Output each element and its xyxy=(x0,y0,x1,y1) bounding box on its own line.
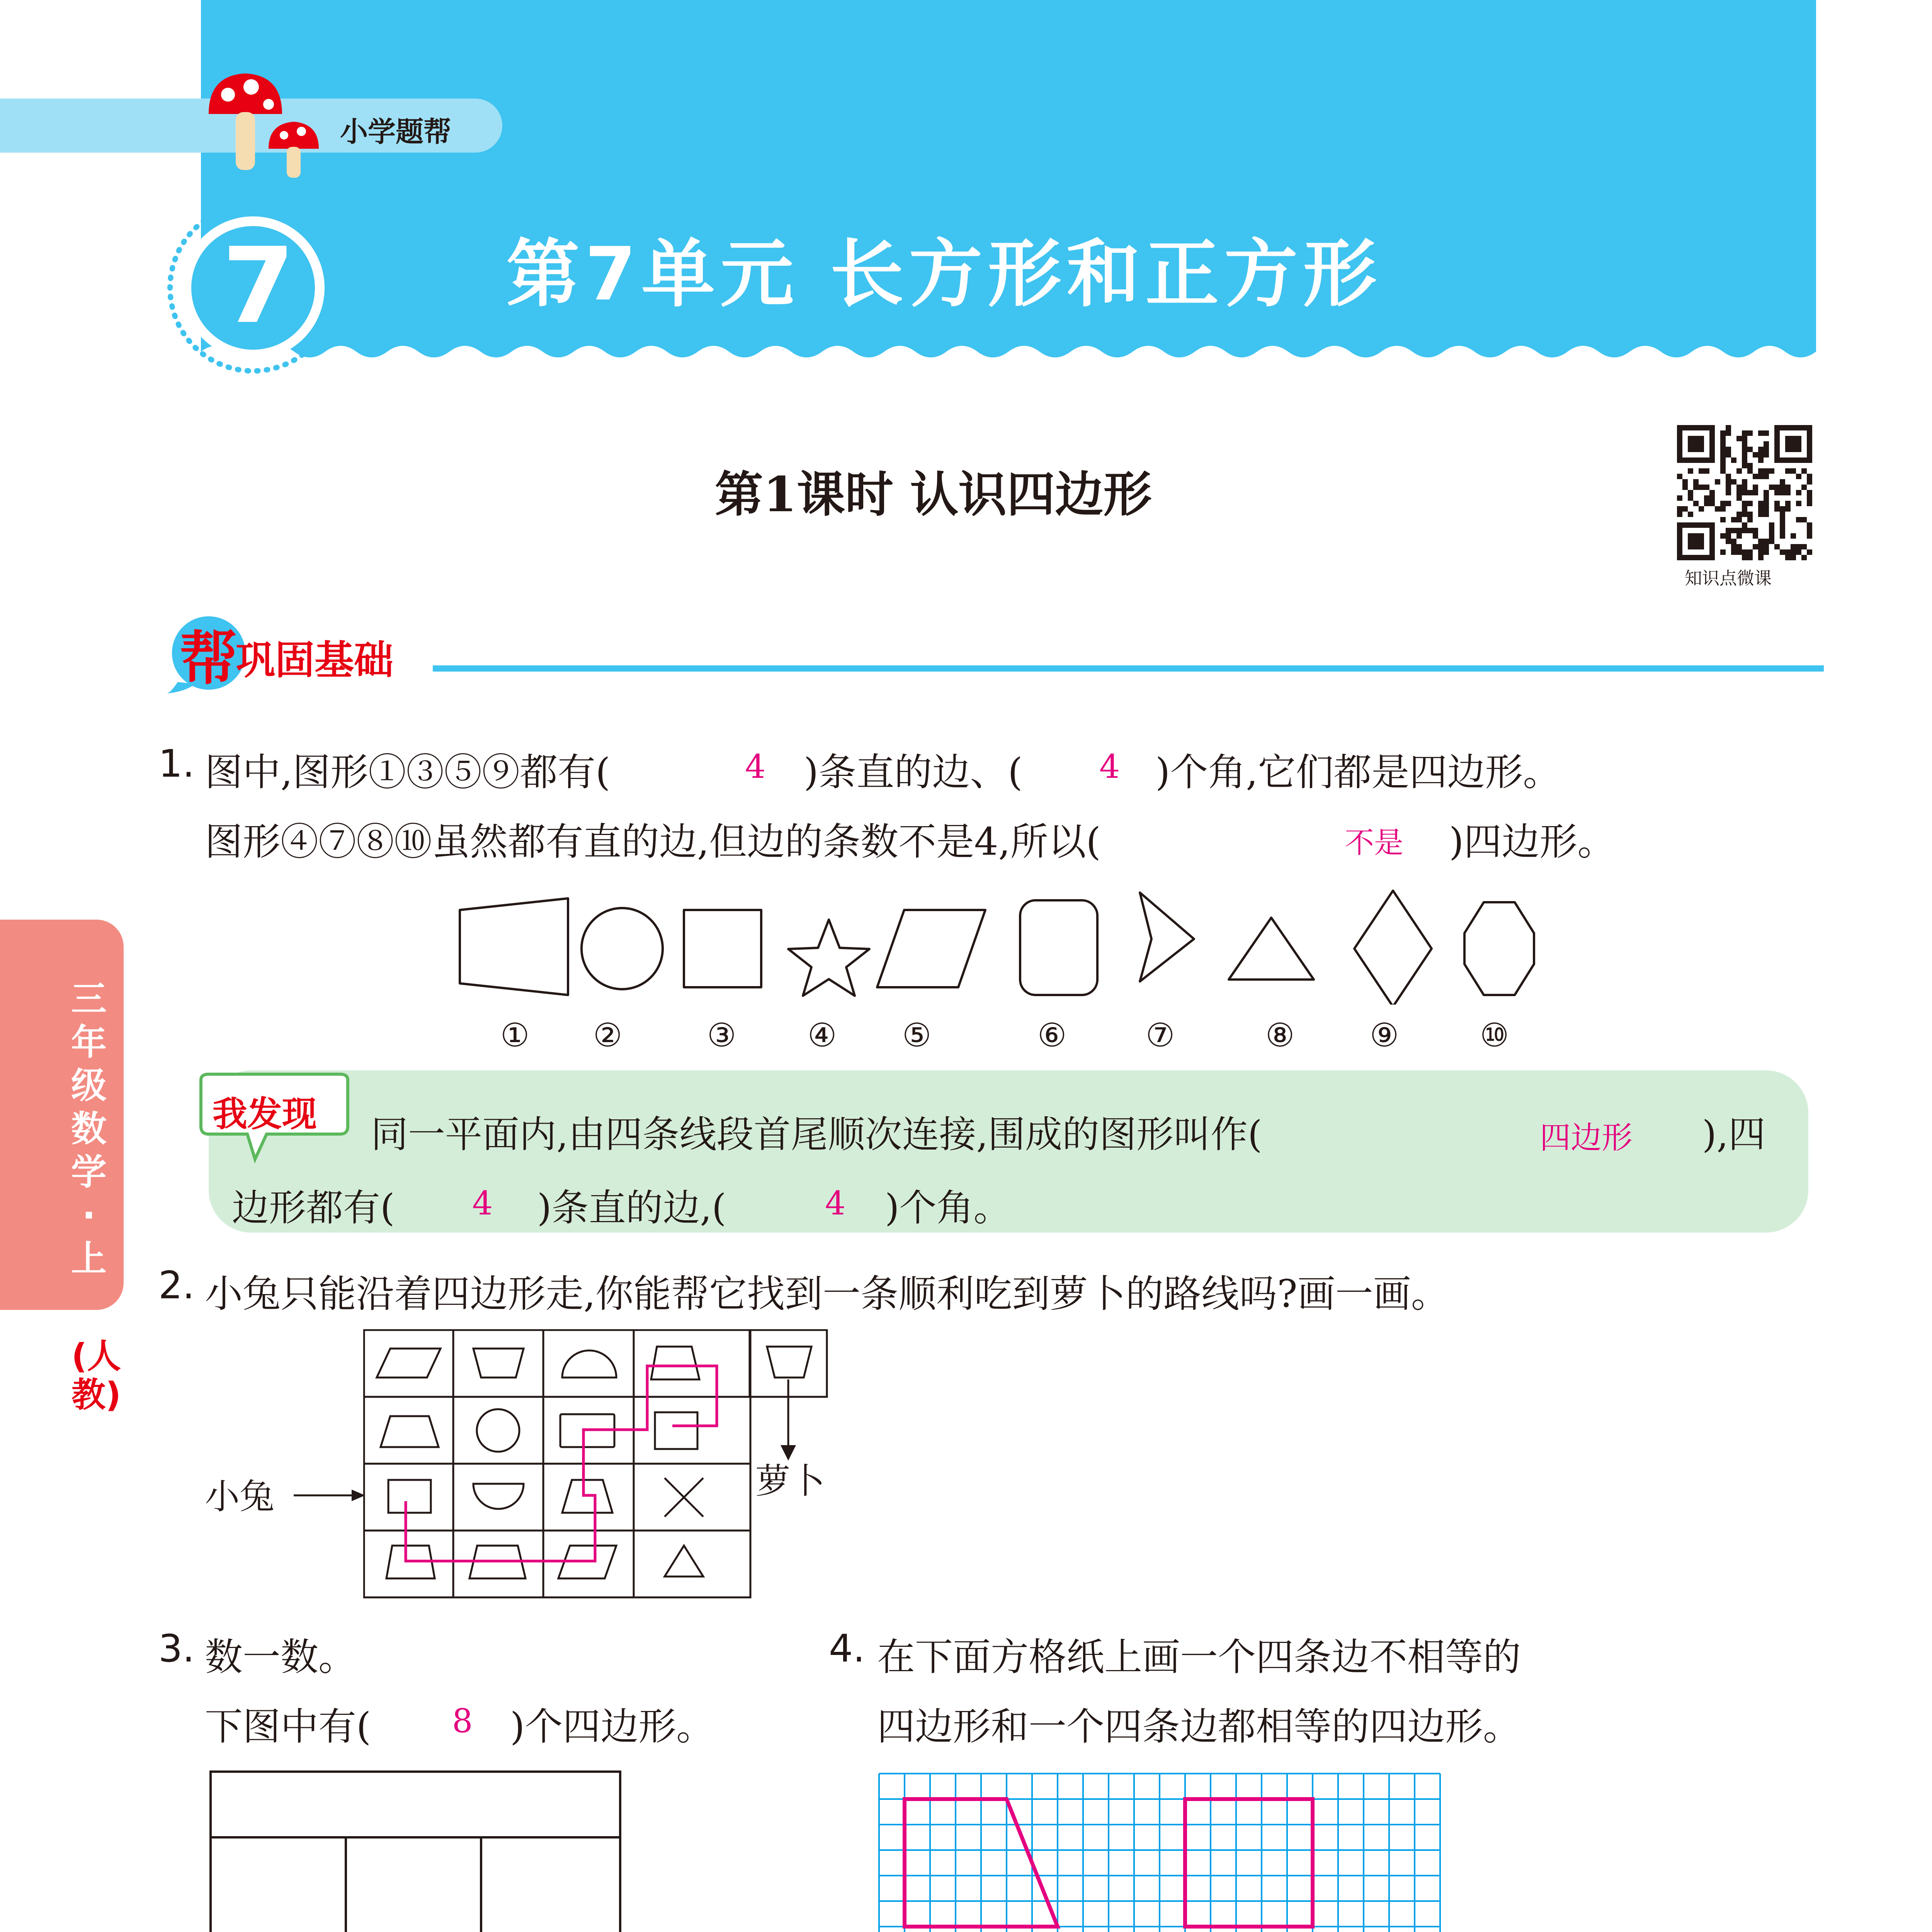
q1-line2-b: )四边形。 xyxy=(1449,820,1616,864)
discover-line2-b: )条直的边,( xyxy=(537,1186,726,1230)
discover-tag: 我发现 xyxy=(213,1094,317,1134)
q4-line2: 四边形和一个四条边都相等的四边形。 xyxy=(877,1705,1521,1749)
lesson-title: 第1课时 认识四边形 xyxy=(715,466,1152,523)
q2-text: 小兔只能沿着四边形走,你能帮它找到一条顺利吃到萝卜的路线吗?画一画。 xyxy=(205,1272,1449,1316)
rabbit-arrow-icon xyxy=(294,1488,371,1503)
section-title-basic: 巩固基础 xyxy=(236,638,393,684)
discover-answer-angles: 4 xyxy=(825,1184,846,1222)
shape-label-9: ⑨ xyxy=(1370,1016,1399,1054)
shape-label-5: ⑤ xyxy=(902,1016,932,1054)
q2-carrot-label: 萝卜 xyxy=(755,1461,825,1502)
q4-square xyxy=(1185,1799,1313,1927)
q3-number: 3. xyxy=(158,1627,195,1671)
shape-7-arrowhead xyxy=(1140,893,1194,981)
shape-6-rounded-rect xyxy=(1020,900,1097,995)
side-tab-grade: 三年级数学·上 xyxy=(71,978,107,1279)
discover-line2-a: 边形都有( xyxy=(232,1186,395,1230)
discover-line2-c: )个角。 xyxy=(885,1186,1011,1230)
q4-grid-paper xyxy=(875,1770,1466,1932)
q3-line-b: )个四边形。 xyxy=(510,1705,714,1749)
q1-answer-angles: 4 xyxy=(1099,748,1120,786)
q1-line1-c: )个角,它们都是四边形。 xyxy=(1155,750,1561,794)
q3-count-figure xyxy=(201,1762,626,1932)
q1-line2-a: 图形④⑦⑧⑩虽然都有直的边,但边的条数不是4,所以( xyxy=(205,820,1101,864)
shape-8-triangle xyxy=(1229,918,1314,980)
q4-line1: 在下面方格纸上画一个四条边不相等的 xyxy=(877,1635,1521,1679)
q1-answer-not: 不是 xyxy=(1345,825,1403,860)
discover-line1-b: ),四 xyxy=(1702,1113,1765,1156)
q3-title: 数一数。 xyxy=(205,1635,357,1679)
q1-number: 1. xyxy=(158,742,195,786)
q1-answer-sides: 4 xyxy=(745,748,766,786)
discover-answer-sides: 4 xyxy=(472,1184,493,1222)
q2-rabbit-label: 小兔 xyxy=(205,1476,274,1517)
discover-answer-quadrilateral: 四边形 xyxy=(1540,1120,1633,1156)
q1-line1-b: )条直的边、( xyxy=(804,750,1023,794)
unit-number: 7 xyxy=(222,225,295,347)
q1-line1-a: 图中,图形①③⑤⑨都有( xyxy=(205,750,611,794)
brand-label: 小学题帮 xyxy=(340,116,452,148)
shape-label-1: ① xyxy=(500,1016,530,1054)
shape-10-octagon xyxy=(1464,902,1534,995)
shape-2-circle xyxy=(582,908,663,989)
shape-3-square xyxy=(684,910,761,987)
qr-caption: 知识点微课 xyxy=(1685,568,1772,588)
discover-line1-a: 同一平面内,由四条线段首尾顺次连接,围成的图形叫作( xyxy=(371,1113,1262,1156)
shape-label-6: ⑥ xyxy=(1037,1016,1067,1054)
mushroom-icon xyxy=(193,68,348,180)
shape-9-rhombus xyxy=(1354,891,1432,1005)
shape-1-trapezoid xyxy=(460,898,568,995)
shape-label-7: ⑦ xyxy=(1146,1016,1175,1054)
q3-answer: 8 xyxy=(452,1702,473,1740)
q1-shapes xyxy=(444,889,1565,1005)
shape-4-star xyxy=(788,920,869,996)
unit-title: 第7单元 长方形和正方形 xyxy=(506,231,1382,317)
shape-label-10: ⑩ xyxy=(1480,1016,1509,1054)
shape-label-3: ③ xyxy=(707,1016,736,1054)
shape-label-2: ② xyxy=(593,1016,622,1054)
section-heading-basic xyxy=(162,611,1832,696)
q3-line-a: 下图中有( xyxy=(205,1705,371,1749)
shape-label-4: ④ xyxy=(808,1016,837,1054)
q2-number: 2. xyxy=(158,1264,195,1308)
shape-5-parallelogram xyxy=(877,910,985,987)
shape-label-8: ⑧ xyxy=(1265,1016,1295,1054)
qr-code-icon xyxy=(1673,421,1816,564)
q4-number: 4. xyxy=(829,1627,865,1671)
side-tab-edition: (人教) xyxy=(71,1336,121,1415)
section-badge-basic: 帮 xyxy=(180,625,238,692)
